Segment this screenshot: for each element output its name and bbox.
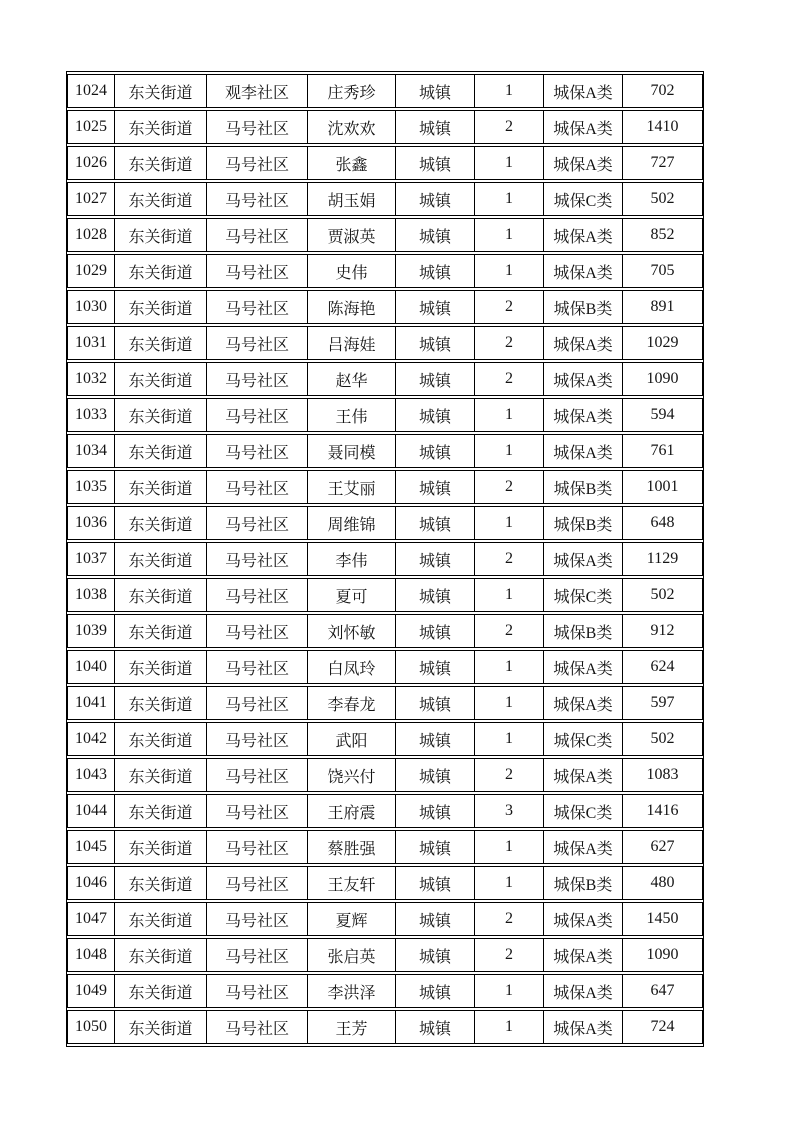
cell-amount: 912 xyxy=(623,614,703,648)
cell-amount: 597 xyxy=(623,686,703,720)
cell-count: 1 xyxy=(475,974,544,1008)
cell-count: 1 xyxy=(475,182,544,216)
cell-amount: 1001 xyxy=(623,470,703,504)
cell-category: 城镇 xyxy=(396,74,475,108)
cell-community: 马号社区 xyxy=(207,794,308,828)
table-row xyxy=(67,434,703,468)
cell-street: 东关街道 xyxy=(115,830,207,864)
cell-street: 东关街道 xyxy=(115,434,207,468)
cell-count: 2 xyxy=(475,326,544,360)
table-row xyxy=(67,974,703,1008)
cell-index: 1030 xyxy=(67,290,115,324)
cell-index: 1037 xyxy=(67,542,115,576)
cell-insurance-type: 城保B类 xyxy=(544,506,623,540)
cell-street: 东关街道 xyxy=(115,1010,207,1044)
table-row xyxy=(67,290,703,324)
cell-insurance-type: 城保C类 xyxy=(544,722,623,756)
cell-category: 城镇 xyxy=(396,506,475,540)
cell-insurance-type: 城保A类 xyxy=(544,146,623,180)
cell-name: 李洪泽 xyxy=(308,974,396,1008)
cell-count: 3 xyxy=(475,794,544,828)
cell-name: 张鑫 xyxy=(308,146,396,180)
cell-insurance-type: 城保A类 xyxy=(544,74,623,108)
cell-index: 1027 xyxy=(67,182,115,216)
cell-amount: 1090 xyxy=(623,362,703,396)
data-table xyxy=(67,72,703,1046)
cell-street: 东关街道 xyxy=(115,938,207,972)
cell-amount: 594 xyxy=(623,398,703,432)
cell-amount: 727 xyxy=(623,146,703,180)
cell-street: 东关街道 xyxy=(115,542,207,576)
data-table-container xyxy=(66,71,704,1047)
cell-community: 马号社区 xyxy=(207,722,308,756)
table-row xyxy=(67,722,703,756)
table-row xyxy=(67,218,703,252)
table-row xyxy=(67,578,703,612)
cell-amount: 624 xyxy=(623,650,703,684)
cell-category: 城镇 xyxy=(396,290,475,324)
cell-index: 1028 xyxy=(67,218,115,252)
cell-community: 观李社区 xyxy=(207,74,308,108)
cell-index: 1043 xyxy=(67,758,115,792)
cell-street: 东关街道 xyxy=(115,578,207,612)
cell-insurance-type: 城保C类 xyxy=(544,794,623,828)
cell-street: 东关街道 xyxy=(115,614,207,648)
table-row xyxy=(67,74,703,108)
cell-count: 1 xyxy=(475,434,544,468)
cell-amount: 1090 xyxy=(623,938,703,972)
cell-count: 2 xyxy=(475,110,544,144)
cell-insurance-type: 城保A类 xyxy=(544,902,623,936)
cell-name: 周维锦 xyxy=(308,506,396,540)
cell-index: 1042 xyxy=(67,722,115,756)
cell-name: 王友轩 xyxy=(308,866,396,900)
cell-index: 1026 xyxy=(67,146,115,180)
cell-street: 东关街道 xyxy=(115,74,207,108)
cell-street: 东关街道 xyxy=(115,326,207,360)
cell-name: 赵华 xyxy=(308,362,396,396)
cell-count: 2 xyxy=(475,938,544,972)
cell-count: 2 xyxy=(475,758,544,792)
cell-amount: 724 xyxy=(623,1010,703,1044)
cell-amount: 702 xyxy=(623,74,703,108)
cell-name: 史伟 xyxy=(308,254,396,288)
cell-amount: 480 xyxy=(623,866,703,900)
cell-count: 1 xyxy=(475,578,544,612)
cell-amount: 1410 xyxy=(623,110,703,144)
cell-count: 1 xyxy=(475,74,544,108)
cell-category: 城镇 xyxy=(396,1010,475,1044)
cell-category: 城镇 xyxy=(396,542,475,576)
cell-name: 庄秀珍 xyxy=(308,74,396,108)
cell-name: 张启英 xyxy=(308,938,396,972)
cell-name: 李伟 xyxy=(308,542,396,576)
cell-insurance-type: 城保A类 xyxy=(544,434,623,468)
cell-insurance-type: 城保A类 xyxy=(544,974,623,1008)
cell-insurance-type: 城保B类 xyxy=(544,290,623,324)
cell-category: 城镇 xyxy=(396,110,475,144)
cell-insurance-type: 城保A类 xyxy=(544,254,623,288)
cell-category: 城镇 xyxy=(396,830,475,864)
cell-community: 马号社区 xyxy=(207,974,308,1008)
cell-index: 1024 xyxy=(67,74,115,108)
table-row xyxy=(67,1010,703,1044)
cell-name: 王艾丽 xyxy=(308,470,396,504)
cell-index: 1050 xyxy=(67,1010,115,1044)
cell-amount: 1129 xyxy=(623,542,703,576)
cell-count: 2 xyxy=(475,902,544,936)
cell-street: 东关街道 xyxy=(115,254,207,288)
cell-amount: 647 xyxy=(623,974,703,1008)
table-row xyxy=(67,326,703,360)
cell-insurance-type: 城保A类 xyxy=(544,758,623,792)
cell-amount: 852 xyxy=(623,218,703,252)
cell-amount: 502 xyxy=(623,182,703,216)
cell-community: 马号社区 xyxy=(207,758,308,792)
cell-street: 东关街道 xyxy=(115,146,207,180)
cell-category: 城镇 xyxy=(396,470,475,504)
cell-count: 2 xyxy=(475,470,544,504)
cell-index: 1046 xyxy=(67,866,115,900)
cell-insurance-type: 城保A类 xyxy=(544,218,623,252)
cell-category: 城镇 xyxy=(396,686,475,720)
cell-amount: 502 xyxy=(623,578,703,612)
cell-amount: 502 xyxy=(623,722,703,756)
cell-index: 1047 xyxy=(67,902,115,936)
cell-index: 1040 xyxy=(67,650,115,684)
cell-index: 1044 xyxy=(67,794,115,828)
cell-insurance-type: 城保C类 xyxy=(544,182,623,216)
cell-index: 1038 xyxy=(67,578,115,612)
cell-name: 刘怀敏 xyxy=(308,614,396,648)
cell-name: 白凤玲 xyxy=(308,650,396,684)
table-row xyxy=(67,506,703,540)
cell-count: 1 xyxy=(475,398,544,432)
cell-community: 马号社区 xyxy=(207,110,308,144)
table-row xyxy=(67,938,703,972)
table-row xyxy=(67,182,703,216)
cell-category: 城镇 xyxy=(396,614,475,648)
cell-community: 马号社区 xyxy=(207,542,308,576)
cell-community: 马号社区 xyxy=(207,938,308,972)
cell-category: 城镇 xyxy=(396,974,475,1008)
cell-community: 马号社区 xyxy=(207,866,308,900)
cell-insurance-type: 城保A类 xyxy=(544,830,623,864)
cell-amount: 1029 xyxy=(623,326,703,360)
cell-insurance-type: 城保A类 xyxy=(544,938,623,972)
cell-name: 胡玉娟 xyxy=(308,182,396,216)
cell-index: 1025 xyxy=(67,110,115,144)
cell-insurance-type: 城保A类 xyxy=(544,686,623,720)
cell-insurance-type: 城保C类 xyxy=(544,578,623,612)
cell-community: 马号社区 xyxy=(207,902,308,936)
cell-name: 蔡胜强 xyxy=(308,830,396,864)
cell-community: 马号社区 xyxy=(207,686,308,720)
table-row xyxy=(67,650,703,684)
cell-community: 马号社区 xyxy=(207,290,308,324)
cell-community: 马号社区 xyxy=(207,254,308,288)
cell-insurance-type: 城保A类 xyxy=(544,1010,623,1044)
cell-count: 1 xyxy=(475,254,544,288)
cell-name: 李春龙 xyxy=(308,686,396,720)
cell-count: 1 xyxy=(475,146,544,180)
cell-category: 城镇 xyxy=(396,902,475,936)
cell-name: 贾淑英 xyxy=(308,218,396,252)
cell-index: 1034 xyxy=(67,434,115,468)
table-row xyxy=(67,758,703,792)
cell-count: 1 xyxy=(475,830,544,864)
cell-amount: 1416 xyxy=(623,794,703,828)
table-row xyxy=(67,362,703,396)
cell-insurance-type: 城保A类 xyxy=(544,326,623,360)
cell-category: 城镇 xyxy=(396,434,475,468)
cell-index: 1035 xyxy=(67,470,115,504)
table-row xyxy=(67,398,703,432)
cell-community: 马号社区 xyxy=(207,830,308,864)
cell-street: 东关街道 xyxy=(115,398,207,432)
cell-street: 东关街道 xyxy=(115,290,207,324)
table-row xyxy=(67,146,703,180)
cell-count: 1 xyxy=(475,218,544,252)
table-row xyxy=(67,794,703,828)
cell-street: 东关街道 xyxy=(115,650,207,684)
cell-community: 马号社区 xyxy=(207,326,308,360)
cell-index: 1049 xyxy=(67,974,115,1008)
cell-street: 东关街道 xyxy=(115,362,207,396)
cell-name: 夏可 xyxy=(308,578,396,612)
cell-name: 夏辉 xyxy=(308,902,396,936)
cell-category: 城镇 xyxy=(396,398,475,432)
table-row xyxy=(67,542,703,576)
cell-count: 2 xyxy=(475,362,544,396)
cell-index: 1032 xyxy=(67,362,115,396)
cell-insurance-type: 城保A类 xyxy=(544,110,623,144)
cell-community: 马号社区 xyxy=(207,434,308,468)
cell-community: 马号社区 xyxy=(207,182,308,216)
cell-community: 马号社区 xyxy=(207,650,308,684)
cell-street: 东关街道 xyxy=(115,686,207,720)
cell-amount: 705 xyxy=(623,254,703,288)
cell-insurance-type: 城保B类 xyxy=(544,470,623,504)
cell-community: 马号社区 xyxy=(207,470,308,504)
cell-community: 马号社区 xyxy=(207,614,308,648)
table-row xyxy=(67,614,703,648)
cell-amount: 648 xyxy=(623,506,703,540)
cell-category: 城镇 xyxy=(396,218,475,252)
cell-insurance-type: 城保B类 xyxy=(544,866,623,900)
cell-count: 1 xyxy=(475,722,544,756)
table-body xyxy=(67,74,703,1044)
cell-index: 1045 xyxy=(67,830,115,864)
cell-index: 1039 xyxy=(67,614,115,648)
cell-count: 1 xyxy=(475,650,544,684)
cell-name: 沈欢欢 xyxy=(308,110,396,144)
cell-name: 王府震 xyxy=(308,794,396,828)
cell-category: 城镇 xyxy=(396,362,475,396)
cell-category: 城镇 xyxy=(396,866,475,900)
table-row xyxy=(67,902,703,936)
cell-count: 2 xyxy=(475,614,544,648)
cell-category: 城镇 xyxy=(396,758,475,792)
cell-community: 马号社区 xyxy=(207,398,308,432)
cell-street: 东关街道 xyxy=(115,506,207,540)
table-row xyxy=(67,686,703,720)
cell-count: 2 xyxy=(475,290,544,324)
cell-index: 1029 xyxy=(67,254,115,288)
cell-street: 东关街道 xyxy=(115,110,207,144)
cell-insurance-type: 城保B类 xyxy=(544,614,623,648)
cell-category: 城镇 xyxy=(396,794,475,828)
cell-category: 城镇 xyxy=(396,146,475,180)
cell-street: 东关街道 xyxy=(115,218,207,252)
cell-index: 1033 xyxy=(67,398,115,432)
cell-amount: 1450 xyxy=(623,902,703,936)
cell-street: 东关街道 xyxy=(115,902,207,936)
cell-name: 陈海艳 xyxy=(308,290,396,324)
cell-category: 城镇 xyxy=(396,326,475,360)
cell-insurance-type: 城保A类 xyxy=(544,650,623,684)
table-row xyxy=(67,866,703,900)
cell-community: 马号社区 xyxy=(207,218,308,252)
cell-category: 城镇 xyxy=(396,722,475,756)
cell-community: 马号社区 xyxy=(207,1010,308,1044)
cell-index: 1036 xyxy=(67,506,115,540)
cell-name: 王伟 xyxy=(308,398,396,432)
cell-count: 1 xyxy=(475,1010,544,1044)
table-row xyxy=(67,470,703,504)
cell-amount: 1083 xyxy=(623,758,703,792)
cell-category: 城镇 xyxy=(396,254,475,288)
cell-street: 东关街道 xyxy=(115,794,207,828)
cell-name: 聂同模 xyxy=(308,434,396,468)
table-row xyxy=(67,110,703,144)
cell-street: 东关街道 xyxy=(115,182,207,216)
cell-name: 吕海娃 xyxy=(308,326,396,360)
cell-category: 城镇 xyxy=(396,938,475,972)
table-row xyxy=(67,830,703,864)
cell-index: 1048 xyxy=(67,938,115,972)
cell-name: 王芳 xyxy=(308,1010,396,1044)
cell-insurance-type: 城保A类 xyxy=(544,398,623,432)
cell-community: 马号社区 xyxy=(207,578,308,612)
cell-category: 城镇 xyxy=(396,650,475,684)
cell-index: 1031 xyxy=(67,326,115,360)
cell-street: 东关街道 xyxy=(115,758,207,792)
cell-count: 1 xyxy=(475,686,544,720)
cell-amount: 761 xyxy=(623,434,703,468)
cell-amount: 627 xyxy=(623,830,703,864)
cell-category: 城镇 xyxy=(396,182,475,216)
cell-insurance-type: 城保A类 xyxy=(544,362,623,396)
cell-name: 武阳 xyxy=(308,722,396,756)
cell-index: 1041 xyxy=(67,686,115,720)
table-row xyxy=(67,254,703,288)
cell-street: 东关街道 xyxy=(115,974,207,1008)
cell-street: 东关街道 xyxy=(115,470,207,504)
cell-count: 1 xyxy=(475,506,544,540)
cell-category: 城镇 xyxy=(396,578,475,612)
cell-community: 马号社区 xyxy=(207,146,308,180)
cell-count: 2 xyxy=(475,542,544,576)
cell-community: 马号社区 xyxy=(207,362,308,396)
cell-community: 马号社区 xyxy=(207,506,308,540)
cell-street: 东关街道 xyxy=(115,722,207,756)
cell-amount: 891 xyxy=(623,290,703,324)
cell-insurance-type: 城保A类 xyxy=(544,542,623,576)
cell-name: 饶兴付 xyxy=(308,758,396,792)
cell-street: 东关街道 xyxy=(115,866,207,900)
cell-count: 1 xyxy=(475,866,544,900)
